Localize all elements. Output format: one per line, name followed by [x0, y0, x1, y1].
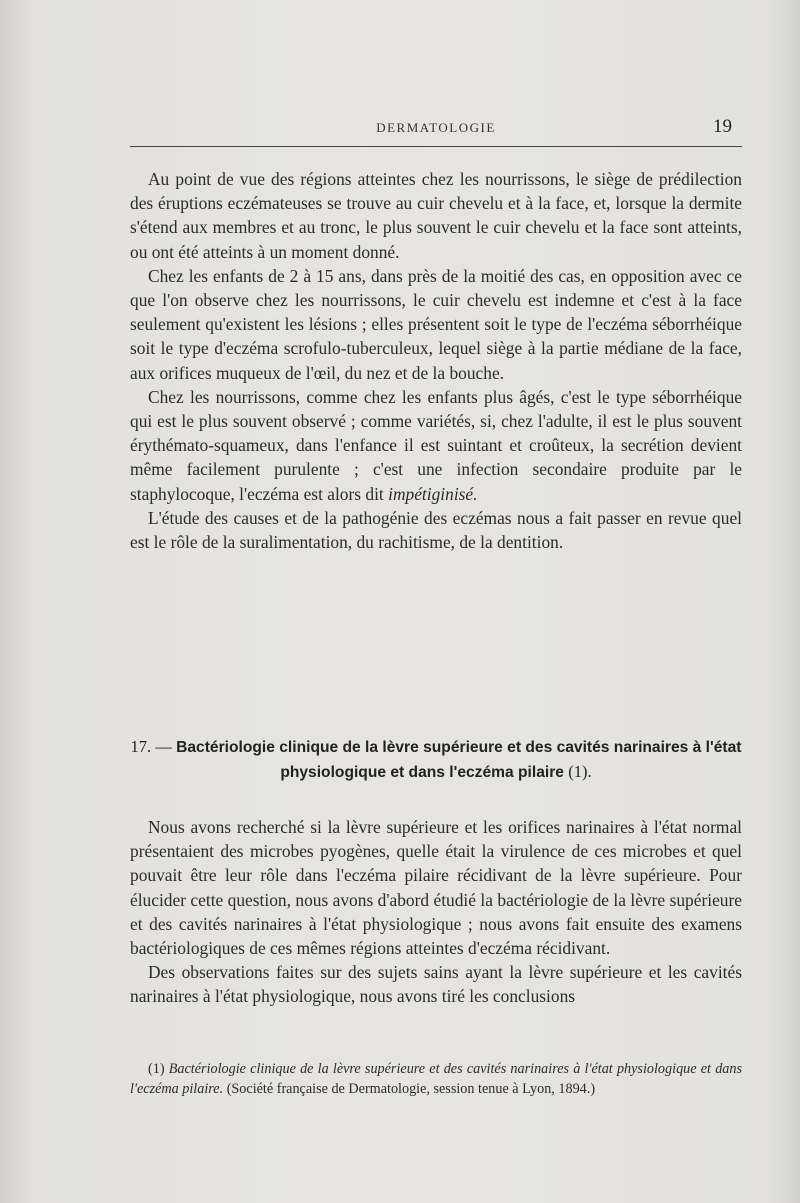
footnote [130, 1059, 742, 1099]
italic-term: impétiginisé. [388, 483, 478, 504]
paragraph: Au point de vue des régions atteintes chez les nourrissons, le siège de prédilection des éruptions eczémateuses se trouve au cuir chevelu et à la face, et, lorsque la dermite s'étend aux membres et au tronc, le plus souvent le cuir chevelu et la face sont atteints, ou ont été atteints à un moment donné. [130, 169, 742, 262]
footnote-marker: (1) [148, 1061, 165, 1077]
footnote-paragraph [130, 1059, 742, 1099]
paragraph: Nous avons recherché si la lèvre supérieure et les orifices narinaires à l'état normal présentaient des microbes pyogènes, quelle était la virulence de ces microbes et quel pouvait être leur rôle dans l'eczéma pilaire récidivant de la lèvre supérieure. Pour élucider cette question, nous avons d'abord étudié la bactériologie de la lèvre supérieure et des cavités narinaires à l'état physiologique ; nous avons fait ensuite des examens bactériologiques de ces mêmes régions atteintes d'eczéma récidivant. [130, 817, 742, 959]
paragraph [130, 385, 742, 506]
footnote-italic: Bactériologie clinique de la lèvre supérieure et des cavités narinaires à l'état physiologique et dans l'eczéma pilaire. [130, 1061, 742, 1097]
paragraph: Chez les enfants de 2 à 15 ans, dans près de la moitié des cas, en opposition avec ce que l'on observe chez les nourrissons, le cuir chevelu est indemne et c'est à la face seulement qu'existent les lésions ; elles présentent soit le type de l'eczéma séborrhéique soit le type d'eczéma scrofulo-tuberculeux, lequel siège à la partie médiane de la face, aux orifices muqueux de l'œil, du nez et de la bouche. [130, 265, 742, 383]
section-number: 17. — [130, 737, 172, 756]
section-title-text: Bactériologie clinique de la lèvre supérieure et des cavités narinaires à l'état physiologique et dans l'eczéma pilaire [176, 739, 742, 781]
paragraph: L'étude des causes et de la pathogénie des eczémas nous a fait passer en revue quel est le rôle de la suralimentation, du rachitisme, de la dentition. [130, 507, 742, 553]
footnote-source: (Société française de Dermatologie, session tenue à Lyon, 1894.) [226, 1081, 596, 1097]
page-header [130, 116, 742, 146]
section-heading [130, 735, 742, 785]
footnote-reference: (1). [568, 762, 592, 781]
section-two-text [130, 815, 742, 1009]
page-number: 19 [713, 116, 732, 137]
paragraph-text: Chez les nourrissons, comme chez les enfants plus âgés, c'est le type séborrhéique qui est le plus souvent observé ; comme variétés, si, chez l'adulte, il est le plus souvent érythémato-squameux, dans l'enfance il est suintant et croûteux, la secrétion devient même facilement purulente ; c'est une infection secondaire produite par le staphylocoque, l'eczéma est alors dit [130, 386, 742, 504]
section-one-text [130, 167, 742, 554]
header-rule [130, 146, 742, 147]
running-head: DERMATOLOGIE [376, 120, 496, 135]
paragraph: Des observations faites sur des sujets sains ayant la lèvre supérieure et les cavités narinaires à l'état physiologique, nous avons tiré les conclusions [130, 962, 742, 1007]
